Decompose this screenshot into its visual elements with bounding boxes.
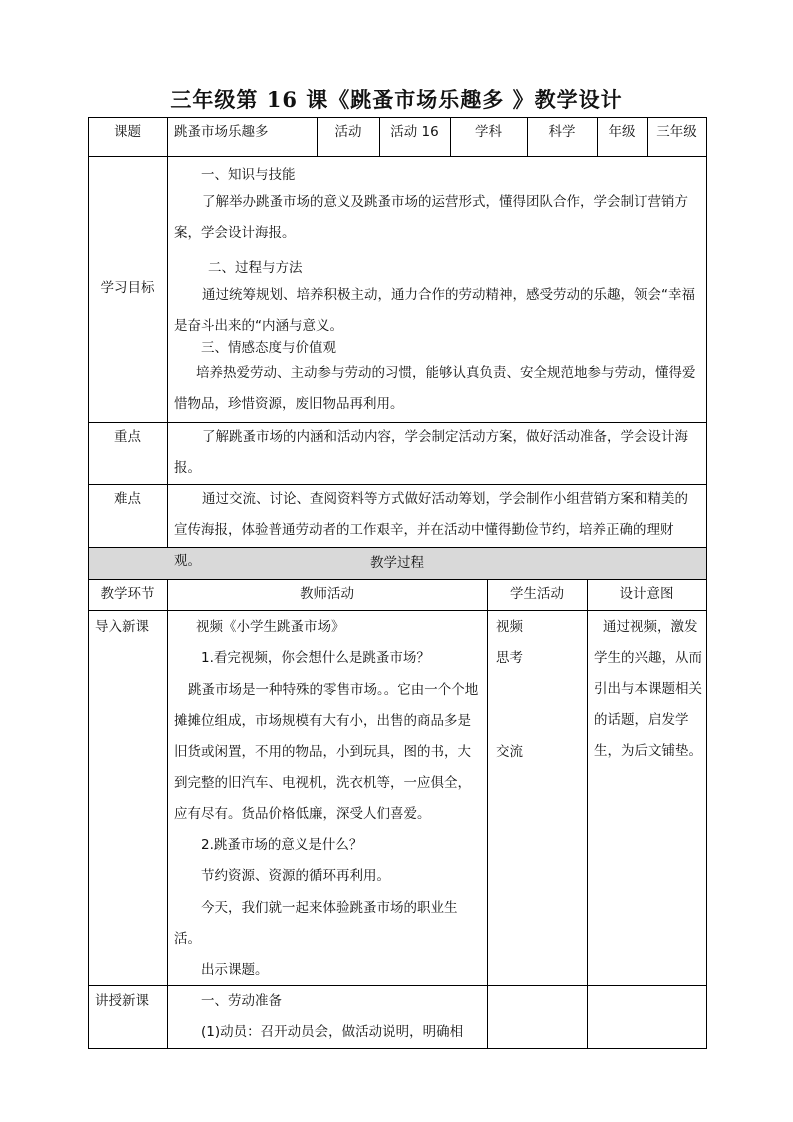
activity-value: 活动 16 <box>390 124 439 140</box>
col-line <box>167 579 168 1049</box>
key-points-text: 了解跳蚤市场的内涵和活动内容，学会制定活动方案，做好活动准备，学会设计海报。 <box>174 429 688 476</box>
col-line <box>487 579 488 1049</box>
col-line <box>587 579 588 1049</box>
row-line <box>88 156 707 157</box>
subject-value: 科学 <box>548 124 576 140</box>
grade-label: 年级 <box>608 124 636 140</box>
goals-heading-1: 一、知识与技能 <box>201 167 296 183</box>
intro-teacher-6: 今天，我们就一起来体验跳蚤市场的职业生活。 <box>174 900 458 947</box>
row-line <box>88 610 707 611</box>
activity-label: 活动 <box>334 124 362 140</box>
intro-student-3: 交流 <box>496 744 523 760</box>
intro-student-1: 视频 <box>496 619 523 635</box>
col-line <box>167 117 168 548</box>
header-teacher: 教师活动 <box>300 586 354 602</box>
new-lesson-stage: 讲授新课 <box>95 993 149 1009</box>
topic-label: 课题 <box>114 124 141 140</box>
new-lesson-teacher-1: 一、劳动准备 <box>201 993 282 1009</box>
process-section-title: 教学过程 <box>370 555 424 571</box>
difficulties-text: 通过交流、讨论、查阅资料等方式做好活动筹划，学会制作小组营销方案和精美的宣传海报，体验普通劳动者的工作艰辛，并在活动中懂得勤俭节约，培养正确的理财观。 <box>174 491 688 569</box>
goals-heading-3: 三、情感态度与价值观 <box>201 340 336 356</box>
intro-teacher-4: 2.跳蚤市场的意义是什么？ <box>201 837 363 853</box>
col-line <box>706 117 707 1049</box>
intro-intent: 通过视频，激发学生的兴趣，从而引出与本课题相关的话题，启发学生，为后文铺垫。 <box>594 619 702 759</box>
goals-text-1: 了解举办跳蚤市场的意义及跳蚤市场的运营形式，懂得团队合作，学会制订营销方案，学会设计海报。 <box>174 194 688 241</box>
intro-stage: 导入新课 <box>95 619 149 635</box>
header-stage: 教学环节 <box>100 586 155 602</box>
document-title: 三年级第 16 课《跳蚤市场乐趣多 》教学设计 <box>170 87 623 112</box>
subject-label: 学科 <box>475 124 502 140</box>
intro-teacher-3: 跳蚤市场是一种特殊的零售市场。。它由一个个地摊摊位组成，市场规模有大有小，出售的商品多是旧货或闲置，不用的物品，小到玩具，图的书，大到完整的旧汽车、电视机，洗衣机等，一应俱全，应有尽有。货品价格低廉，深受人们喜爱。 <box>174 682 479 822</box>
header-intent: 设计意图 <box>619 586 674 602</box>
key-points-label: 重点 <box>114 429 141 445</box>
row-line <box>88 985 707 986</box>
intro-teacher-5: 节约资源、资源的循环再利用。 <box>201 868 390 884</box>
difficulties-label: 难点 <box>114 491 141 507</box>
intro-teacher-1: 视频《小学生跳蚤市场》 <box>196 619 345 635</box>
new-lesson-teacher-2: (1)动员：召开动员会，做活动说明，明确相 <box>201 1024 464 1040</box>
intro-teacher-7: 出示课题。 <box>201 962 269 978</box>
grade-value: 三年级 <box>656 124 697 140</box>
goals-text-2: 通过统筹规划、培养积极主动，通力合作的劳动精神，感受劳动的乐趣，领会“幸福是奋斗出来的“内涵与意义。 <box>174 287 695 334</box>
header-student: 学生活动 <box>510 586 564 602</box>
intro-student-2: 思考 <box>496 650 523 666</box>
intro-teacher-2: 1.看完视频，你会想什么是跳蚤市场？ <box>201 650 430 666</box>
goals-text-3: 培养热爱劳动、主动参与劳动的习惯，能够认真负责、安全规范地参与劳动，懂得爱惜物品，珍惜资源，废旧物品再利用。 <box>174 365 696 412</box>
goals-heading-2: 二、过程与方法 <box>208 260 303 276</box>
topic-value: 跳蚤市场乐趣多 <box>174 124 269 140</box>
goals-label: 学习目标 <box>100 280 155 296</box>
row-line <box>88 1048 707 1049</box>
